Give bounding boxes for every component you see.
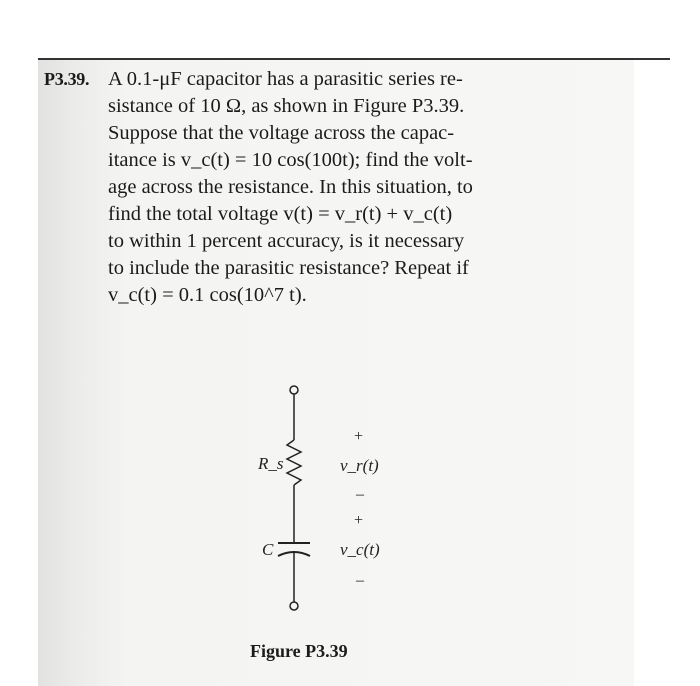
problem-statement: [44, 66, 619, 309]
vr-plus: +: [354, 428, 364, 445]
problem-line-2: sistance of 10 Ω, as shown in Figure P3.39.: [108, 95, 465, 117]
problem-line-8: to include the parasitic resistance? Repeat if: [108, 257, 469, 279]
figure-caption: Figure P3.39: [250, 641, 348, 661]
problem-line-5: age across the resistance. In this situation, to: [108, 176, 473, 198]
problem-line-6: find the total voltage v(t) = v_r(t) + v_c(t): [108, 203, 453, 225]
problem-number: P3.39.: [44, 69, 90, 89]
problem-line-3: Suppose that the voltage across the capac-: [108, 122, 455, 144]
resistor-label: R_s: [258, 454, 284, 473]
top-rule: [38, 58, 670, 60]
bottom-terminal: [290, 602, 298, 610]
circuit-diagram: [240, 380, 420, 615]
resistor-zigzag: [287, 440, 301, 485]
vc-plus: +: [354, 512, 364, 529]
top-terminal: [290, 386, 298, 394]
vc-label: v_c(t): [340, 540, 380, 559]
problem-line-4: itance is v_c(t) = 10 cos(100t); find the volt-: [108, 149, 473, 171]
problem-line-1: A 0.1-μF capacitor has a parasitic series re-: [108, 68, 463, 90]
problem-text: [108, 66, 619, 309]
vc-minus: –: [356, 572, 364, 589]
vr-minus: –: [356, 486, 364, 503]
problem-line-7: to within 1 percent accuracy, is it necessary: [108, 230, 465, 252]
vr-label: v_r(t): [340, 456, 379, 475]
circuit-svg: [240, 380, 420, 615]
capacitor-label: C: [262, 540, 274, 559]
problem-line-9: v_c(t) = 0.1 cos(10^7 t).: [108, 284, 307, 306]
